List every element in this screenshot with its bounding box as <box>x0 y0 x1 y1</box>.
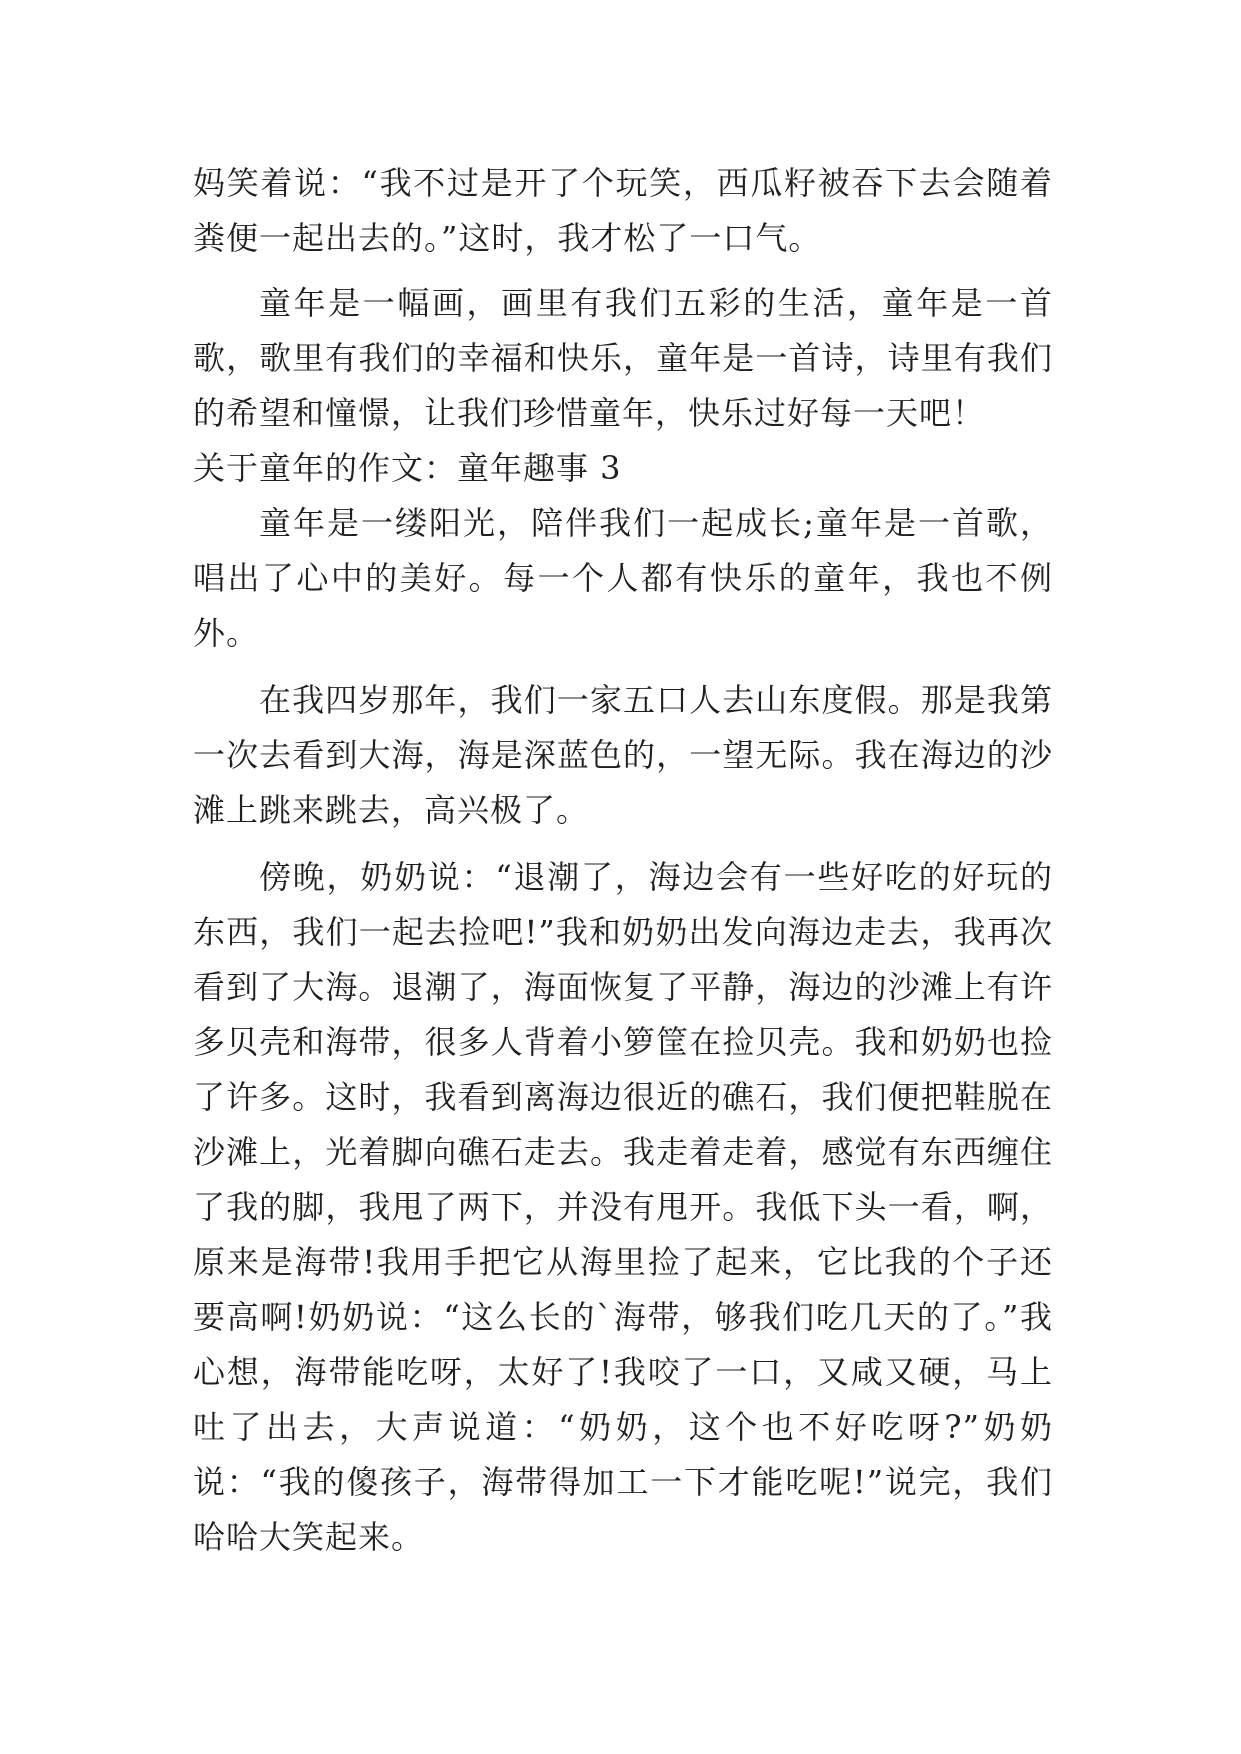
document-body <box>193 156 1053 1565</box>
paragraph-childhood-summary: 童年是一幅画，画里有我们五彩的生活，童年是一首歌，歌里有我们的幸福和快乐，童年是一首诗，诗里有我们的希望和憧憬，让我们珍惜童年，快乐过好每一天吧！ <box>193 284 1053 432</box>
paragraph-shandong-trip: 在我四岁那年，我们一家五口人去山东度假。那是我第一次去看到大海，海是深蓝色的，一望无际。我在海边的沙滩上跳来跳去，高兴极了。 <box>193 681 1053 829</box>
section-heading: 关于童年的作文：童年趣事 3 <box>193 449 622 487</box>
paragraph-watermelon-seed-ending: 妈笑着说：“我不过是开了个玩笑，西瓜籽被吞下去会随着粪便一起出去的。”这时，我才松了一口气。 <box>193 164 1053 257</box>
paragraph-childhood-sunlight: 童年是一缕阳光，陪伴我们一起成长;童年是一首歌，唱出了心中的美好。每一个人都有快乐的童年，我也不例外。 <box>193 504 1053 652</box>
paragraph-seaweed-story: 傍晚，奶奶说：“退潮了，海边会有一些好吃的好玩的东西，我们一起去捡吧!”我和奶奶出发向海边走去，我再次看到了大海。退潮了，海面恢复了平静，海边的沙滩上有许多贝壳和海带，很多人背着小箩筐在捡贝壳。我和奶奶也捡了许多。这时，我看到离海边很近的礁石，我们便把鞋脱在沙滩上，光着脚向礁石走去。我走着走着，感觉有东西缠住了我的脚，我甩了两下，并没有甩开。我低下头一看，啊，原来是海带!我用手把它从海里捡了起来，它比我的个子还要高啊!奶奶说：“这么长的`海带，够我们吃几天的了。”我心想，海带能吃呀，太好了!我咬了一口，又咸又硬，马上吐了出去，大声说道：“奶奶，这个也不好吃呀?”奶奶说：“我的傻孩子，海带得加工一下才能吃呢!”说完，我们哈哈大笑起来。 <box>193 858 1053 1556</box>
